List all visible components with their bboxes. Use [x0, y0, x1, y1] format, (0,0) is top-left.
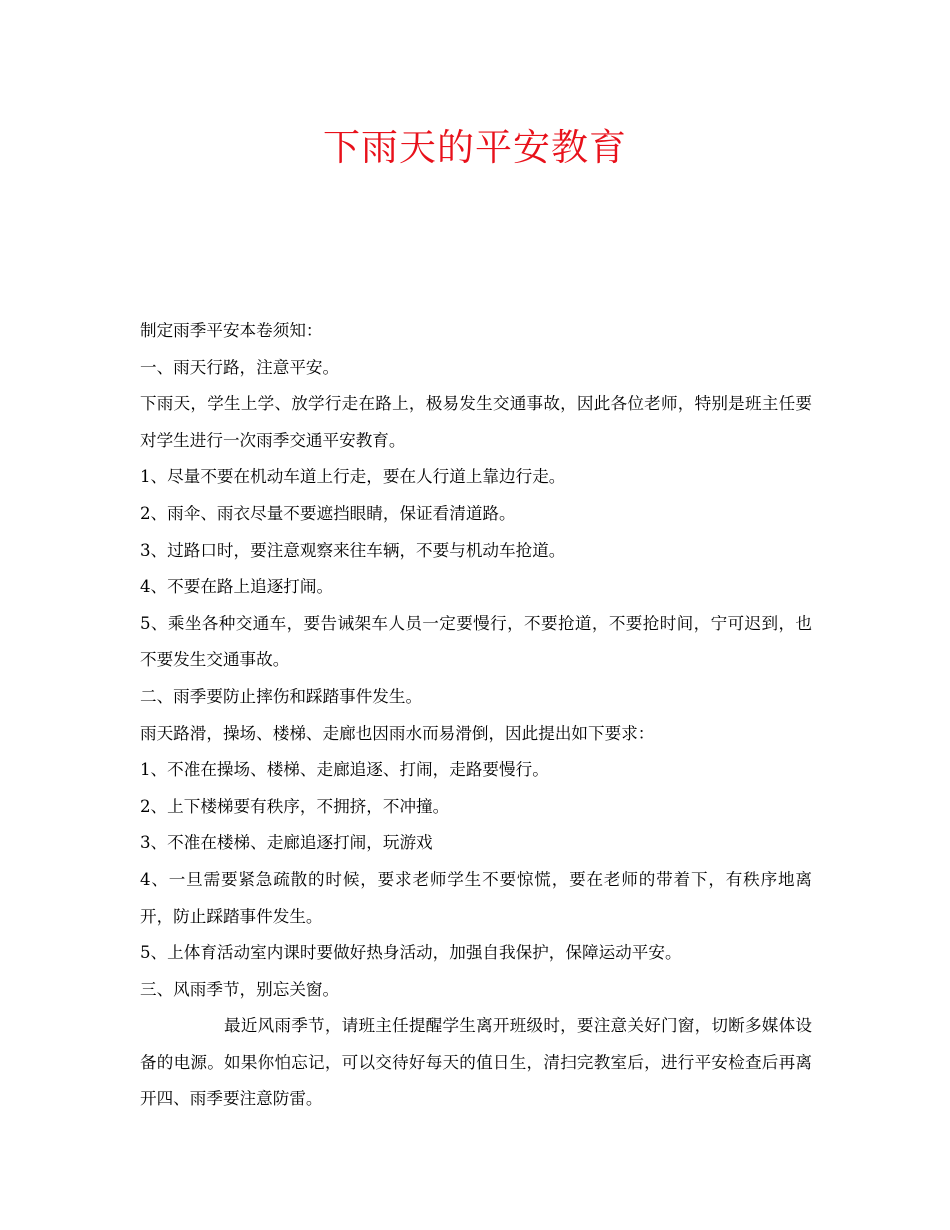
list-item: 5、上体育活动室内课时要做好热身活动，加强自我保护，保障运动平安。 [140, 943, 682, 963]
list-item: 5、乘坐各种交通车，要告诫架车人员一定要慢行，不要抢道，不要抢时间，宁可迟到，也不要发生交通事故。 [140, 613, 812, 670]
list-item: 2、雨伞、雨衣尽量不要遮挡眼睛，保证看清道路。 [140, 503, 516, 523]
paragraph: 雨天路滑，操场、楼梯、走廊也因雨水而易滑倒，因此提出如下要求： [140, 723, 655, 743]
list-item: 1、不准在操场、楼梯、走廊追逐、打闹，走路要慢行。 [140, 760, 549, 780]
section-heading-3: 三、风雨季节，别忘关窗。 [140, 979, 340, 999]
paragraph-intro: 制定雨季平安本卷须知： [140, 321, 323, 340]
list-item: 2、上下楼梯要有秩序，不拥挤，不冲撞。 [140, 796, 450, 816]
list-item: 4、一旦需要紧急疏散的时候，要求老师学生不要惊慌，要在老师的带着下，有秩序地离开，防止踩踏事件发生。 [140, 869, 812, 926]
section-heading-2: 二、雨季要防止摔伤和踩踏事件发生。 [140, 686, 423, 706]
page-title: 下雨天的平安教育 [323, 126, 627, 169]
document-body [140, 313, 812, 1118]
list-item: 4、不要在路上追逐打闹。 [140, 577, 334, 597]
section-heading-1: 一、雨天行路，注意平安。 [140, 357, 340, 377]
list-item: 1、尽量不要在机动车道上行走，要在人行道上靠边行走。 [140, 467, 566, 487]
paragraph: 下雨天，学生上学、放学行走在路上，极易发生交通事故，因此各位老师，特别是班主任要对学生进行一次雨季交通平安教育。 [140, 394, 812, 450]
list-item: 3、不准在楼梯、走廊追逐打闹，玩游戏 [140, 833, 433, 853]
paragraph: 最近风雨季节，请班主任提醒学生离开班级时，要注意关好门窗，切断多媒体设备的电源。如果你怕忘记，可以交待好每天的值日生，清扫完教室后，进行平安检查后再离开四、雨季要注意防雷。 [140, 1016, 812, 1109]
list-item: 3、过路口时，要注意观察来往车辆，不要与机动车抢道。 [140, 540, 566, 560]
